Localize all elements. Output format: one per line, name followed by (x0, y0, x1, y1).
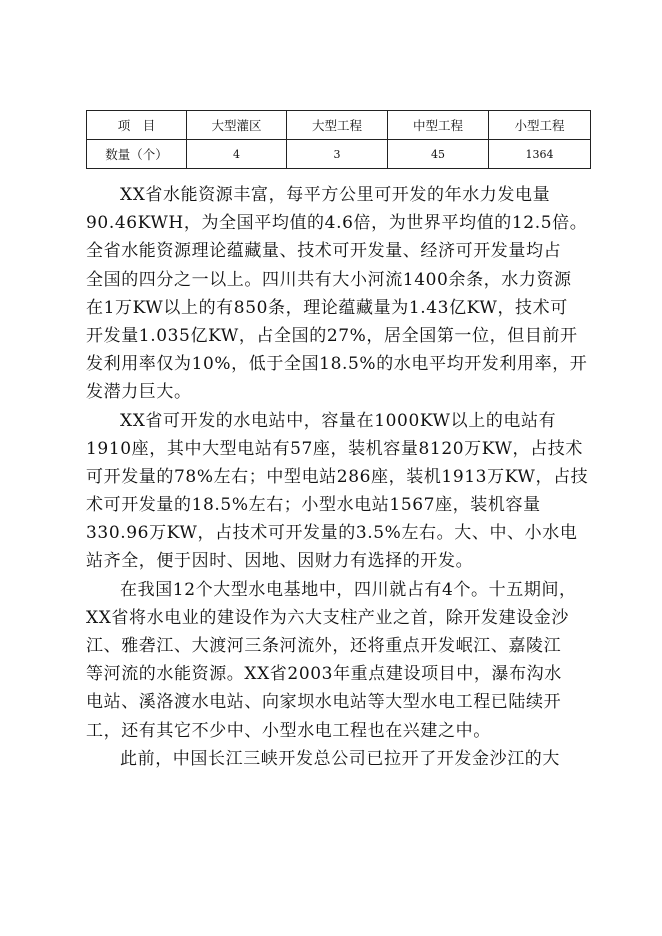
text-line: 在1万KW以上的有850条，理论蕴藏量为1.43亿KW，技术可 (86, 297, 568, 318)
table-cell-small-project-count: 1364 (489, 140, 591, 169)
text-line: 330.96万KW，占技术可开发量的3.5%左右。大、中、小水电 (86, 523, 578, 544)
paragraph-three-gorges (86, 745, 586, 773)
table-cell-large-project-count: 3 (287, 140, 388, 169)
table-cell-large-irrigation-count: 4 (187, 140, 287, 169)
body-text (86, 181, 589, 773)
paragraph-hydropower-bases (86, 576, 586, 745)
text-line: XX省水能资源丰富，每平方公里可开发的年水力发电量 (120, 185, 551, 205)
text-line: XX省可开发的水电站中，容量在1000KW以上的电站有 (120, 410, 557, 431)
text-line: 等河流的水能资源。XX省2003年重点建设项目中，瀑布沟水 (86, 664, 562, 685)
text-line: 发利用率仅为10%，低于全国18.5%的水电平均开发利用率，开 (86, 354, 588, 375)
text-line: 电站、溪洛渡水电站、向家坝水电站等大型水电工程已陆续开 (86, 692, 562, 713)
text-line: 工，还有其它不少中、小型水电工程也在兴建之中。 (86, 720, 491, 741)
text-line: 术可开发量的18.5%左右；小型水电站1567座，装机容量 (86, 495, 541, 516)
table-header-cell-small-project: 小型工程 (489, 111, 591, 140)
text-line: 90.46KWH，为全国平均值的4.6倍，为世界平均值的12.5倍。 (86, 213, 588, 234)
table-cell-medium-project-count: 45 (388, 140, 489, 169)
text-line: 站齐全，便于因时、因地、因财力有选择的开发。 (86, 551, 474, 572)
text-line: 全省水能资源理论蕴藏量、技术可开发量、经济可开发量均占 (86, 241, 562, 262)
text-line: 发潜力巨大。 (86, 382, 192, 403)
paragraph-power-stations (86, 407, 589, 576)
text-line: 在我国12个大型水电基地中，四川就占有4个。十五期间， (120, 579, 577, 600)
table-cell-row-label: 数量（个） (87, 140, 187, 169)
text-line: 1910座，其中大型电站有57座，装机容量8120万KW，占技术 (86, 438, 583, 459)
table-header-cell-large-irrigation: 大型灌区 (187, 111, 287, 140)
text-line: 江、雅砻江、大渡河三条河流外，还将重点开发岷江、嘉陵江 (86, 636, 562, 656)
text-line: 可开发量的78%左右；中型电站286座，装机1913万KW，占技 (86, 466, 589, 487)
text-line: 全国的四分之一以上。四川共有大小河流1400余条，水力资源 (86, 269, 572, 290)
table-header-cell-item: 项 目 (87, 111, 187, 140)
text-line: 开发量1.035亿KW，占全国的27%，居全国第一位，但目前开 (86, 325, 578, 346)
table-data-row (87, 140, 591, 169)
paragraph-hydropower-resources (86, 181, 586, 407)
text-line: 此前，中国长江三峡开发总公司已拉开了开发金沙江的大 (120, 748, 560, 769)
project-count-table (86, 110, 591, 169)
table-header-cell-medium-project: 中型工程 (388, 111, 489, 140)
table-header-cell-large-project: 大型工程 (287, 111, 388, 140)
text-line: XX省将水电业的建设作为六大支柱产业之首，除开发建设金沙 (86, 607, 570, 628)
table-header-row (87, 111, 591, 140)
